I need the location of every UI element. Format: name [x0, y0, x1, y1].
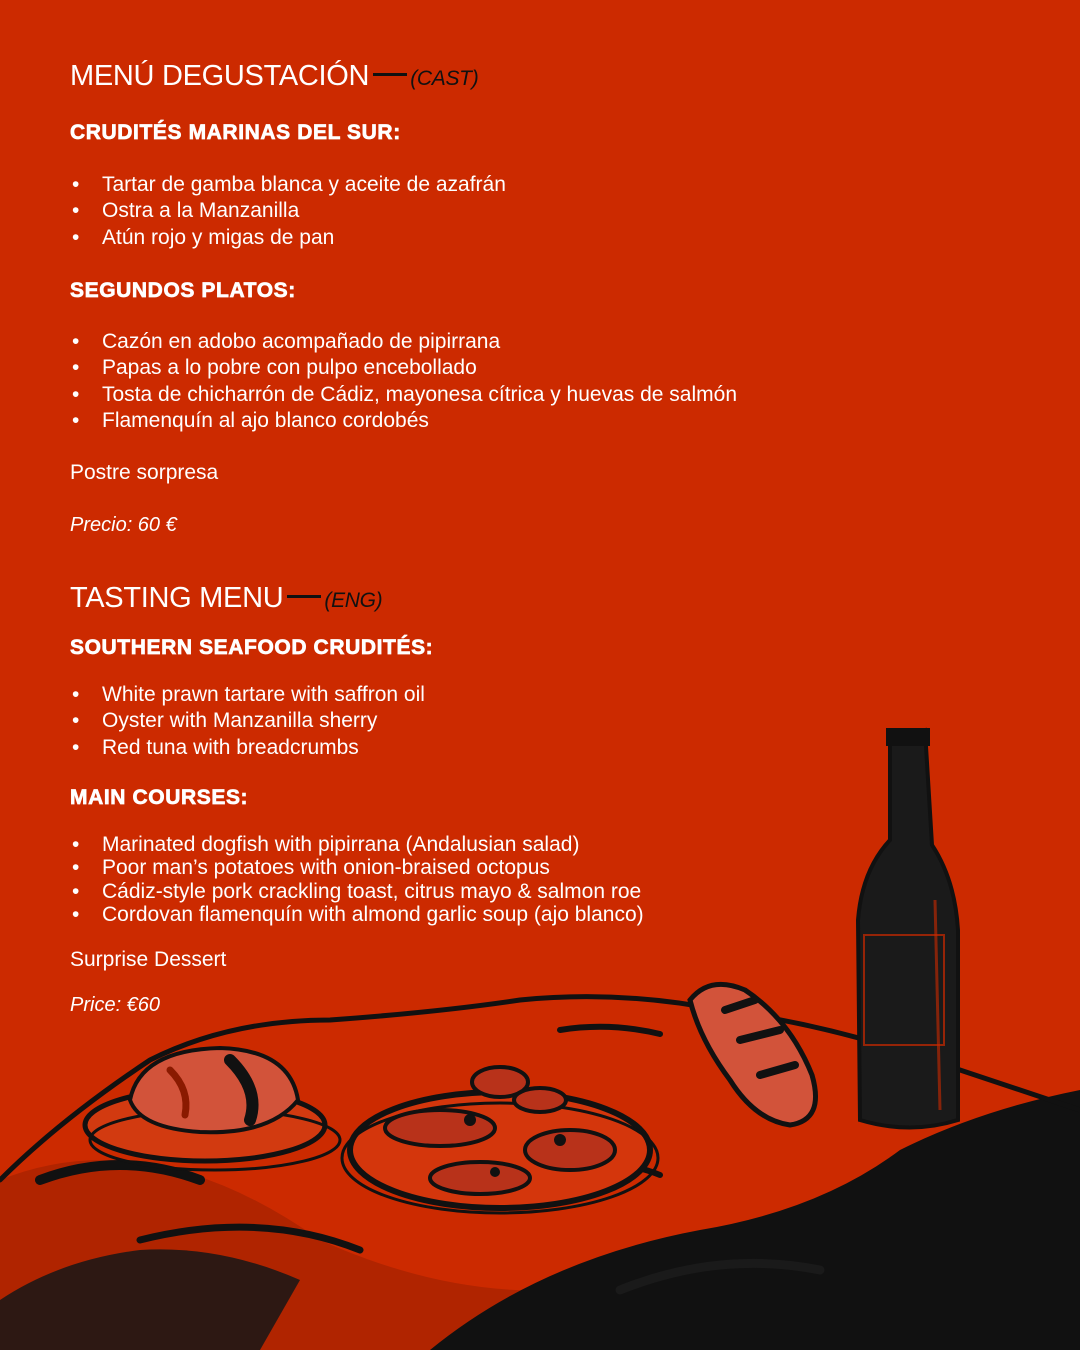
- list-item: • White prawn tartare with saffron oil: [70, 682, 425, 708]
- cast-title-text: MENÚ DEGUSTACIÓN: [70, 60, 370, 92]
- eng-crudites-list: [70, 682, 425, 761]
- list-item: • Tartar de gamba blanca y aceite de azafrán: [70, 172, 506, 198]
- table-edge: [0, 997, 1080, 1180]
- list-item: • Cordovan flamenquín with almond garlic soup (ajo blanco): [70, 903, 644, 926]
- cast-menu-title: [70, 60, 478, 93]
- list-item: • Papas a lo pobre con pulpo encebollado: [70, 355, 737, 381]
- eng-price: Price: €60: [70, 994, 161, 1016]
- eng-dessert: Surprise Dessert: [70, 948, 227, 971]
- bread-plate-left: [85, 1048, 340, 1170]
- cast-crudites-list: [70, 172, 506, 251]
- title-dash: [287, 595, 321, 598]
- tapas-plate: [342, 1067, 658, 1213]
- list-item: • Atún rojo y migas de pan: [70, 225, 506, 251]
- cast-lang-label: (CAST): [410, 67, 479, 90]
- list-item: • Red tuna with breadcrumbs: [70, 735, 425, 761]
- list-item: • Marinated dogfish with pipirrana (Andalusian salad): [70, 833, 644, 856]
- list-item: • Oyster with Manzanilla sherry: [70, 708, 425, 734]
- cast-price: Precio: 60 €: [70, 514, 177, 536]
- list-item: • Poor man’s potatoes with onion-braised octopus: [70, 856, 644, 879]
- eng-menu-title: [70, 582, 382, 615]
- cast-heading-crudites: CRUDITÉS MARINAS DEL SUR:: [70, 121, 401, 144]
- list-item: • Tosta de chicharrón de Cádiz, mayonesa cítrica y huevas de salmón: [70, 382, 737, 408]
- cast-segundos-list: [70, 329, 737, 434]
- wine-bottle: [858, 728, 958, 1128]
- cast-heading-segundos: SEGUNDOS PLATOS:: [70, 279, 296, 302]
- table-shadow: [0, 1090, 1080, 1350]
- list-item: • Cádiz-style pork crackling toast, citrus mayo & salmon roe: [70, 880, 644, 903]
- list-item: • Cazón en adobo acompañado de pipirrana: [70, 329, 737, 355]
- cast-dessert: Postre sorpresa: [70, 461, 219, 484]
- bread-loaf-right: [690, 984, 816, 1125]
- eng-main-list: [70, 833, 644, 926]
- list-item: • Flamenquín al ajo blanco cordobés: [70, 408, 737, 434]
- eng-lang-label: (ENG): [324, 589, 383, 612]
- title-dash: [373, 73, 407, 76]
- eng-heading-crudites: SOUTHERN SEAFOOD CRUDITÉS:: [70, 636, 434, 659]
- list-item: • Ostra a la Manzanilla: [70, 198, 506, 224]
- eng-heading-main: MAIN COURSES:: [70, 786, 249, 809]
- eng-title-text: TASTING MENU: [70, 582, 284, 614]
